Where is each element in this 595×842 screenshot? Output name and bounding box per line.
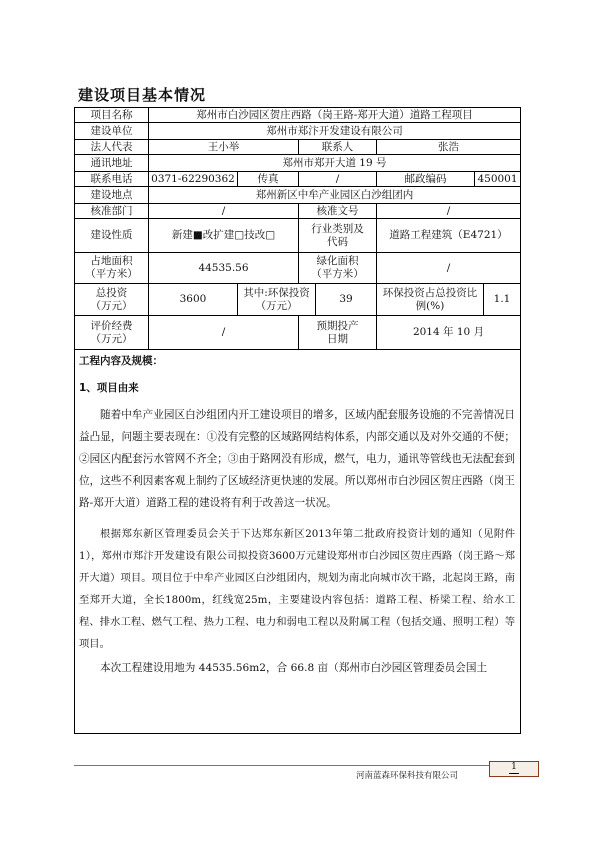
- start-date-label: 预期投产日期: [299, 316, 377, 350]
- unit-value: 郑州市郑汴开发建设有限公司: [149, 123, 520, 140]
- industry-value: 道路工程建筑（E4721）: [377, 219, 520, 253]
- legal-rep-label: 法人代表: [75, 140, 149, 155]
- eval-cost-value: /: [149, 316, 299, 350]
- paragraph-scope: 根据郑东新区管理委员会关于下达郑东新区2013年第二批政府投资计划的通知（见附件1），郑州市郑汴开发建设有限公司拟投资3600万元建设郑州市白沙园区贺庄西路（岗王路～郑开大道）项目。项目位于中牟产业园区白沙组团内，规划为南北向城市次干路，北起岗王路，南至郑开大道，全长1800m，红线宽25m，主要建设内容包括：道路工程、桥梁工程、给水工程、排水工程、燃气工程、热力工程、电力和弱电工程以及附属工程（包括交通、照明工程）等项目。: [79, 528, 515, 650]
- address-label: 通讯地址: [75, 155, 149, 172]
- legal-rep-value: 王小举: [149, 140, 299, 155]
- invest-value: 3600: [149, 284, 238, 316]
- address-value: 郑州市郑开大道 19 号: [149, 155, 520, 172]
- contact-label: 联系人: [299, 140, 377, 155]
- phone-label: 联系电话: [75, 172, 149, 187]
- approval-doc-label: 核准文号: [299, 204, 377, 219]
- area-value: 44535.56: [149, 253, 299, 284]
- paragraph-land: 本次工程建设用地为 44535.56m2，合 66.8 亩（郑州市白沙园区管理委员会国土: [100, 662, 488, 674]
- project-name-value: 郑州市白沙园区贺庄西路（岗王路-郑开大道）道路工程项目: [149, 108, 520, 123]
- nature-label: 建设性质: [75, 219, 149, 253]
- site-label: 建设地点: [75, 187, 149, 204]
- phone-value: 0371-62290362: [149, 172, 238, 187]
- invest-label: 总投资（万元）: [75, 284, 149, 316]
- page-number: 1: [511, 762, 517, 772]
- nature-value: 新建■改扩建□技改□: [149, 219, 299, 253]
- basic-info-table: [74, 107, 521, 734]
- env-invest-label: 其中:环保投资（万元）: [238, 284, 316, 316]
- unit-label: 建设单位: [75, 123, 149, 140]
- industry-label: 行业类别及代码: [299, 219, 377, 253]
- fax-value: /: [299, 172, 377, 187]
- site-value: 郑州新区中牟产业园区白沙组团内: [149, 187, 520, 204]
- ratio-label: 环保投资占总投资比例(%): [377, 284, 484, 316]
- paragraph-background: 随着中牟产业园区白沙组团内开工建设项目的增多，区域内配套服务设施的不完善情况日益凸显，问题主要表现在：①没有完整的区域路网结构体系，内部交通以及对外交通的不便；②园区内配套污水管网不齐全；③由于路网没有形成，燃气，电力，通讯等管线也无法配套到位，这些不利因素客观上制约了区域经济更快速的发展。所以郑州市白沙园区贺庄西路（岗王路-郑开大道）道路工程的建设将有利于改善这一状况。: [79, 409, 515, 509]
- project-content: [75, 350, 519, 732]
- postcode-label: 邮政编码: [377, 172, 475, 187]
- approval-doc-value: /: [377, 204, 520, 219]
- start-date-value: 2014 年 10 月: [377, 316, 520, 350]
- section-title: 1、项目由来: [79, 382, 139, 394]
- postcode-value: 450001: [475, 172, 520, 187]
- footer-divider: [74, 765, 522, 766]
- footer-company: 河南蓝森环保科技有限公司: [356, 771, 459, 781]
- fax-label: 传真: [238, 172, 299, 187]
- content-label: 工程内容及规模：: [79, 355, 163, 367]
- ratio-value: 1.1: [484, 284, 520, 316]
- eval-cost-label: 评价经费（万元）: [75, 316, 149, 350]
- project-name-label: 项目名称: [75, 108, 149, 123]
- page-number-box: [489, 761, 539, 777]
- green-label: 绿化面积（平方米）: [299, 253, 377, 284]
- green-value: /: [377, 253, 520, 284]
- approval-dept-value: /: [149, 204, 299, 219]
- approval-dept-label: 核准部门: [75, 204, 149, 219]
- area-label: 占地面积（平方米）: [75, 253, 149, 284]
- contact-value: 张浩: [377, 140, 520, 155]
- page-title: 建设项目基本情况: [78, 86, 207, 104]
- env-invest-value: 39: [316, 284, 377, 316]
